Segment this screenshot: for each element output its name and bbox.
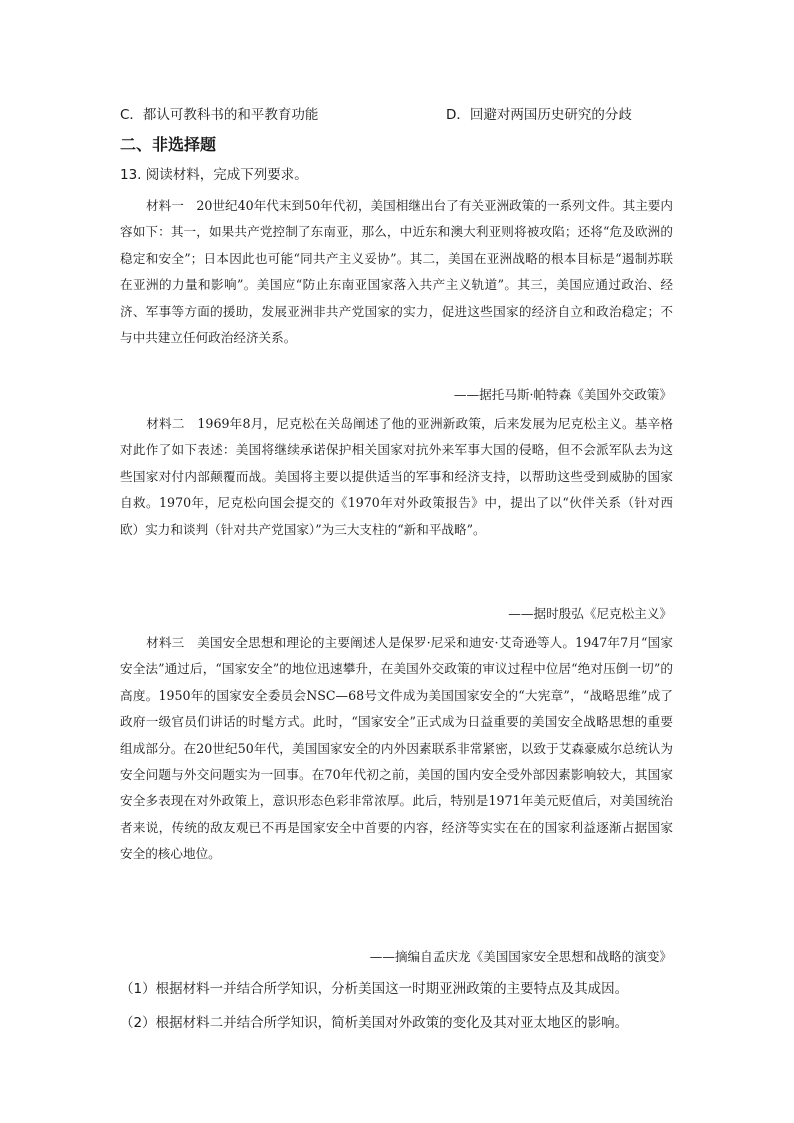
material-3-source: ——摘编自孟庆龙《美国国家安全思想和战略的演变》 bbox=[369, 949, 672, 964]
material-3 bbox=[120, 630, 673, 868]
section-title: 二、非选择题 bbox=[120, 135, 217, 154]
material-2 bbox=[120, 411, 673, 543]
material-1-text: 材料一 20世纪40年代末到50年代初，美国相继出台了有关亚洲政策的一系列文件。其主要内容如下：其一，如果共产党控制了东南亚，那么，中近东和澳大利亚则将被攻陷；还将“危及欧洲的稳定和安全”；日本因此也可能“同共产主义妥协”。其二，美国在亚洲战略的根本目标是“遏制苏联在亚洲的力量和影响”。美国应“防止东南亚国家落入共产主义轨道”。其三，美国应通过政治、经济、军事等方面的援助，发展亚洲非共产党国家的实力，促进这些国家的经济自立和政治稳定；不与中共建立任何政治经济关系。 bbox=[120, 198, 673, 346]
material-3-text: 材料三 美国安全思想和理论的主要阐述人是保罗·尼采和迪安·艾奇逊等人。1947年7月“国家安全法”通过后，“国家安全”的地位迅速攀升，在美国外交政策的审议过程中位居“绝对压倒一切”的高度。1950年的国家安全委员会NSC—68号文件成为美国国家安全的“大宪章”，“战略思维”成了政府一级官员们讲话的时髦方式。此时，“国家安全”正式成为日益重要的美国安全战略思想的重要组成部分。在20世纪50年代，美国国家安全的内外因素联系非常紧密，以致于艾森豪威尔总统认为安全问题与外交问题实为一回事。在70年代初之前，美国的国内安全受外部因素影响较大，其国家安全多表现在对外政策上，意识形态色彩非常浓厚。此后，特别是1971年美元贬值后，对美国统治者来说，传统的敌友观已不再是国家安全中首要的内容，经济等实实在在的国家利益逐渐占据国家安全的核心地位。 bbox=[120, 635, 673, 862]
sub-question-1: （1）根据材料一并结合所学知识，分析美国这一时期亚洲政策的主要特点及其成因。 bbox=[120, 981, 629, 997]
sub-question-2: （2）根据材料二并结合所学知识，简析美国对外政策的变化及其对亚太地区的影响。 bbox=[120, 1015, 629, 1031]
option-c: C．都认可教科书的和平教育功能 bbox=[120, 107, 319, 123]
material-2-text: 材料二 1969年8月，尼克松在关岛阐述了他的亚洲新政策，后来发展为尼克松主义。基辛格对此作了如下表述：美国将继续承诺保护相关国家对抗外来军事大国的侵略，但不会派军队去为这些国家对付内部颠覆而战。美国将主要以提供适当的军事和经济支持，以帮助这些受到威胁的国家自救。1970年，尼克松向国会提交的《1970年对外政策报告》中，提出了以“伙伴关系（针对西欧）实力和谈判（针对共产党国家）”为三大支柱的“新和平战略”。 bbox=[120, 416, 673, 537]
option-d: D．回避对两国历史研究的分歧 bbox=[446, 107, 632, 123]
material-1 bbox=[120, 193, 673, 351]
question-intro: 13. 阅读材料，完成下列要求。 bbox=[120, 167, 308, 183]
material-1-source: ——据托马斯·帕特森《美国外交政策》 bbox=[453, 387, 672, 402]
material-2-source: ——据时殷弘《尼克松主义》 bbox=[508, 606, 672, 621]
